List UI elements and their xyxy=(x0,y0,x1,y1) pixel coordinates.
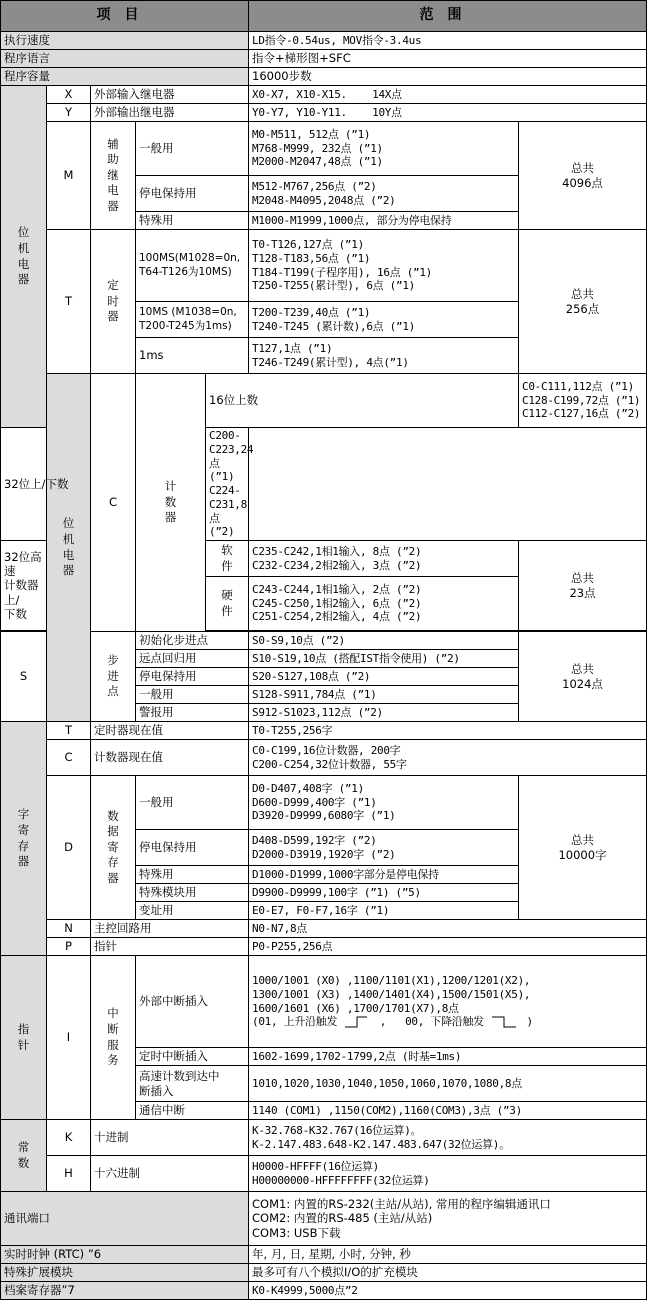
group-constant xyxy=(1,1120,47,1192)
label-t1: 1ms xyxy=(136,338,249,374)
label-int-hsc: 高速计数到达中 断插入 xyxy=(136,1066,249,1102)
range-d-latched: D408-D599,192字 (”2) D2000-D3919,1920字 (”2) xyxy=(249,830,519,866)
edge-down-text: 00, 下降沿触发 xyxy=(405,1015,491,1029)
label-s-init: 初始化步进点 xyxy=(136,632,249,650)
sub-t xyxy=(91,230,136,374)
rising-edge-icon xyxy=(343,1016,373,1028)
edge-close: ) xyxy=(526,1015,533,1029)
label-file-reg: 档案寄存器”7 xyxy=(1,1282,249,1300)
label-d-general: 一般用 xyxy=(136,776,249,830)
header-range: 范围 xyxy=(249,1,647,32)
code-k: K xyxy=(47,1120,91,1156)
sub-s xyxy=(91,632,136,722)
label-s-origin: 远点回归用 xyxy=(136,650,249,668)
label-c-hard xyxy=(206,577,249,631)
label-c16: 16位上数 xyxy=(206,374,519,428)
code-t: T xyxy=(47,230,91,374)
label-d-special: 特殊用 xyxy=(136,866,249,884)
range-d-general: D0-D407,408字 (”1) D600-D999,400字 (”1) D3920-D9999,6080字 (”1) xyxy=(249,776,519,830)
row-comm-port xyxy=(1,1192,647,1246)
total-c2: 总共 23点 xyxy=(519,541,647,631)
code-x: X xyxy=(47,86,91,104)
row-int-ext xyxy=(1,956,647,1048)
label-c32: 32位上/下数 xyxy=(1,428,91,541)
range-s-init: S0-S9,10点 (”2) xyxy=(249,632,519,650)
row-k xyxy=(1,1120,647,1156)
total-t: 总共 256点 xyxy=(519,230,647,374)
range-x: X0-X7, X10-X15. 14X点 xyxy=(249,86,647,104)
label-s-latched: 停电保持用 xyxy=(136,668,249,686)
range-n: N0-N7,8点 xyxy=(249,920,647,938)
sub-m xyxy=(91,122,136,230)
range-wc: C0-C199,16位计数器, 200字 C200-C254,32位计数器, 55字 xyxy=(249,740,647,776)
name-wc: 计数器现在值 xyxy=(91,740,249,776)
range-c32: C200-C223,24点 (”1) C224-C231,8点 (”2) xyxy=(206,428,249,541)
row-y xyxy=(1,104,647,122)
label-m-special: 特殊用 xyxy=(136,212,249,230)
row-c16 xyxy=(1,374,647,428)
group-word-label: 字寄存器 xyxy=(17,807,30,869)
label-c-soft-text: 软件 xyxy=(221,542,233,573)
row-speed xyxy=(1,32,647,50)
range-k: K-32.768-K32.767(16位运算)。 K-2.147.483.648-K2.147.483.647(32位运算)。 xyxy=(249,1120,647,1156)
label-int-comm: 通信中断 xyxy=(136,1102,249,1120)
row-m-general xyxy=(1,122,647,176)
edge-trigger-line xyxy=(252,1015,643,1029)
group-bit-device xyxy=(1,86,47,428)
range-c-hard: C243-C244,1相1输入, 2点 (”2) C245-C250,1相2输入, 6点 (”2) C251-C254,2相2输入, 4点 (”2) xyxy=(249,577,519,631)
row-n xyxy=(1,920,647,938)
range-m-latched: M512-M767,256点 (”2) M2048-M4095,2048点 (”2) xyxy=(249,176,519,212)
range-t100: T0-T126,127点 (”1) T128-T183,56点 (”1) T184-T199(子程序用), 16点 (”1) T250-T255(累计型), 6点 (”1) xyxy=(249,230,519,302)
row-s-0 xyxy=(1,632,647,650)
row-ext-module xyxy=(1,1264,647,1282)
group-constant-label: 常数 xyxy=(17,1139,30,1170)
row-rtc xyxy=(1,1246,647,1264)
value-ext-module: 最多可有八个模拟I/O的扩充模块 xyxy=(249,1264,647,1282)
label-c-soft xyxy=(206,541,249,577)
row-capacity xyxy=(1,68,647,86)
edge-up-text: (01, 上升沿触发 xyxy=(252,1015,344,1029)
edge-sep: , xyxy=(379,1015,399,1029)
label-d-index: 变址用 xyxy=(136,902,249,920)
code-s: S xyxy=(1,632,47,722)
value-comm-port: COM1: 内置的RS-232(主站/从站), 常用的程序编辑通讯口 COM2: 内置的RS-485 (主站/从站) COM3: USB下载 xyxy=(249,1192,647,1246)
row-x xyxy=(1,86,647,104)
name-x: 外部输入继电器 xyxy=(91,86,249,104)
value-rtc: 年, 月, 日, 星期, 小时, 分钟, 秒 xyxy=(249,1246,647,1264)
total-d: 总共 10000字 xyxy=(519,776,647,920)
value-file-reg: K0-K4999,5000点”2 xyxy=(249,1282,647,1300)
label-language: 程序语言 xyxy=(1,50,249,68)
row-t100 xyxy=(1,230,647,302)
range-int-ext-text: 1000/1001 (X0) ,1100/1101(X1),1200/1201(X2), 1300/1001 (X3) ,1400/1401(X4),1500/1501(X5), 1600/1601 (X6) ,1700/1701(X7),8点 xyxy=(252,974,531,1015)
header-item: 项目 xyxy=(1,1,249,32)
label-s-alarm: 警报用 xyxy=(136,704,249,722)
range-s-alarm: S912-S1023,112点 (”2) xyxy=(249,704,519,722)
range-m-special: M1000-M1999,1000点, 部分为停电保持 xyxy=(249,212,519,230)
label-t100: 100MS(M1028=0n, T64-T126为10MS) xyxy=(136,230,249,302)
sub-d-label: 数据寄存器 xyxy=(107,808,119,885)
header-row xyxy=(1,1,647,32)
code-i: I xyxy=(47,956,91,1120)
group-pointer xyxy=(1,956,47,1120)
range-t1: T127,1点 (”1) T246-T249(累计型), 4点(”1) xyxy=(249,338,519,374)
label-d-module: 特殊模块用 xyxy=(136,884,249,902)
label-m-general: 一般用 xyxy=(136,122,249,176)
label-c-hs: 32位高速 计数器上/ 下数 xyxy=(1,541,47,631)
label-m-latched: 停电保持用 xyxy=(136,176,249,212)
falling-edge-icon xyxy=(490,1016,520,1028)
range-c-soft: C235-C242,1相1输入, 8点 (”2) C232-C234,2相2输入, 3点 (”2) xyxy=(249,541,519,577)
label-s-general: 一般用 xyxy=(136,686,249,704)
sub-d xyxy=(91,776,136,920)
label-capacity: 程序容量 xyxy=(1,68,249,86)
name-y: 外部输出继电器 xyxy=(91,104,249,122)
sub-c xyxy=(136,374,206,632)
total-s: 总共 1024点 xyxy=(519,632,647,722)
range-d-module: D9900-D9999,100字 (”1) (”5) xyxy=(249,884,519,902)
sub-i xyxy=(91,956,136,1120)
group-bit-label-2: 位机电器 xyxy=(62,516,75,578)
label-int-ext: 外部中断插入 xyxy=(136,956,249,1048)
row-p xyxy=(1,938,647,956)
name-p: 指针 xyxy=(91,938,249,956)
row-d-general xyxy=(1,776,647,830)
code-d: D xyxy=(47,776,91,920)
range-int-hsc: 1010,1020,1030,1040,1050,1060,1070,1080,8点 xyxy=(249,1066,647,1102)
code-m: M xyxy=(47,122,91,230)
row-wt xyxy=(1,722,647,740)
label-comm-port: 通讯端口 xyxy=(1,1192,249,1246)
name-h: 十六进制 xyxy=(91,1156,249,1192)
name-wt: 定时器现在值 xyxy=(91,722,249,740)
group-bit-label: 位机电器 xyxy=(17,225,30,287)
range-p: P0-P255,256点 xyxy=(249,938,647,956)
row-wc xyxy=(1,740,647,776)
sub-c-label: 计数器 xyxy=(164,479,177,525)
range-y: Y0-Y7, Y10-Y11. 10Y点 xyxy=(249,104,647,122)
range-d-index: E0-E7, F0-F7,16字 (”1) xyxy=(249,902,519,920)
range-int-comm: 1140 (COM1) ,1150(COM2),1160(COM3),3点 (”3) xyxy=(249,1102,647,1120)
range-s-general: S128-S911,784点 (”1) xyxy=(249,686,519,704)
total-m: 总共 4096点 xyxy=(519,122,647,230)
range-int-ext xyxy=(249,956,647,1048)
sub-t-label: 定时器 xyxy=(107,278,119,324)
range-h: H0000-HFFFF(16位运算) H00000000-HFFFFFFFF(32位运算) xyxy=(249,1156,647,1192)
range-wt: T0-T255,256字 xyxy=(249,722,647,740)
code-c: C xyxy=(91,374,136,632)
value-capacity: 16000步数 xyxy=(249,68,647,86)
range-s-origin: S10-S19,10点 (搭配IST指令使用) (”2) xyxy=(249,650,519,668)
row-h xyxy=(1,1156,647,1192)
label-t10: 10MS (M1038=0n, T200-T245为1ms) xyxy=(136,302,249,338)
label-rtc: 实时时钟 (RTC) ”6 xyxy=(1,1246,249,1264)
code-n: N xyxy=(47,920,91,938)
row-language xyxy=(1,50,647,68)
code-h: H xyxy=(47,1156,91,1192)
group-pointer-label: 指针 xyxy=(17,1021,30,1052)
name-n: 主控回路用 xyxy=(91,920,249,938)
group-word-device xyxy=(1,722,47,956)
sub-s-label: 步进点 xyxy=(107,653,119,699)
group-bit-device-2 xyxy=(47,374,91,722)
range-m-general: M0-M511, 512点 (”1) M768-M999, 232点 (”1) M2000-M2047,48点 (”1) xyxy=(249,122,519,176)
code-y: Y xyxy=(47,104,91,122)
name-k: 十进制 xyxy=(91,1120,249,1156)
sub-m-label: 辅助继电器 xyxy=(107,136,119,213)
range-d-special: D1000-D1999,1000字部分是停电保持 xyxy=(249,866,519,884)
code-wt: T xyxy=(47,722,91,740)
range-t10: T200-T239,40点 (”1) T240-T245 (累计数),6点 (”1) xyxy=(249,302,519,338)
row-file-reg xyxy=(1,1282,647,1300)
range-c16: C0-C111,112点 (”1) C128-C199,72点 (”1) C112-C127,16点 (”2) xyxy=(519,374,647,428)
label-int-timer: 定时中断插入 xyxy=(136,1048,249,1066)
value-speed: LD指令-0.54us, MOV指令-3.4us xyxy=(249,32,647,50)
range-int-timer: 1602-1699,1702-1799,2点 (时基=1ms) xyxy=(249,1048,647,1066)
label-speed: 执行速度 xyxy=(1,32,249,50)
value-language: 指令+梯形图+SFC xyxy=(249,50,647,68)
label-d-latched: 停电保持用 xyxy=(136,830,249,866)
sub-i-label: 中断服务 xyxy=(107,1006,119,1068)
code-wc: C xyxy=(47,740,91,776)
label-ext-module: 特殊扩展模块 xyxy=(1,1264,249,1282)
range-s-latched: S20-S127,108点 (”2) xyxy=(249,668,519,686)
label-c-hard-text: 硬件 xyxy=(221,587,233,618)
code-p: P xyxy=(47,938,91,956)
